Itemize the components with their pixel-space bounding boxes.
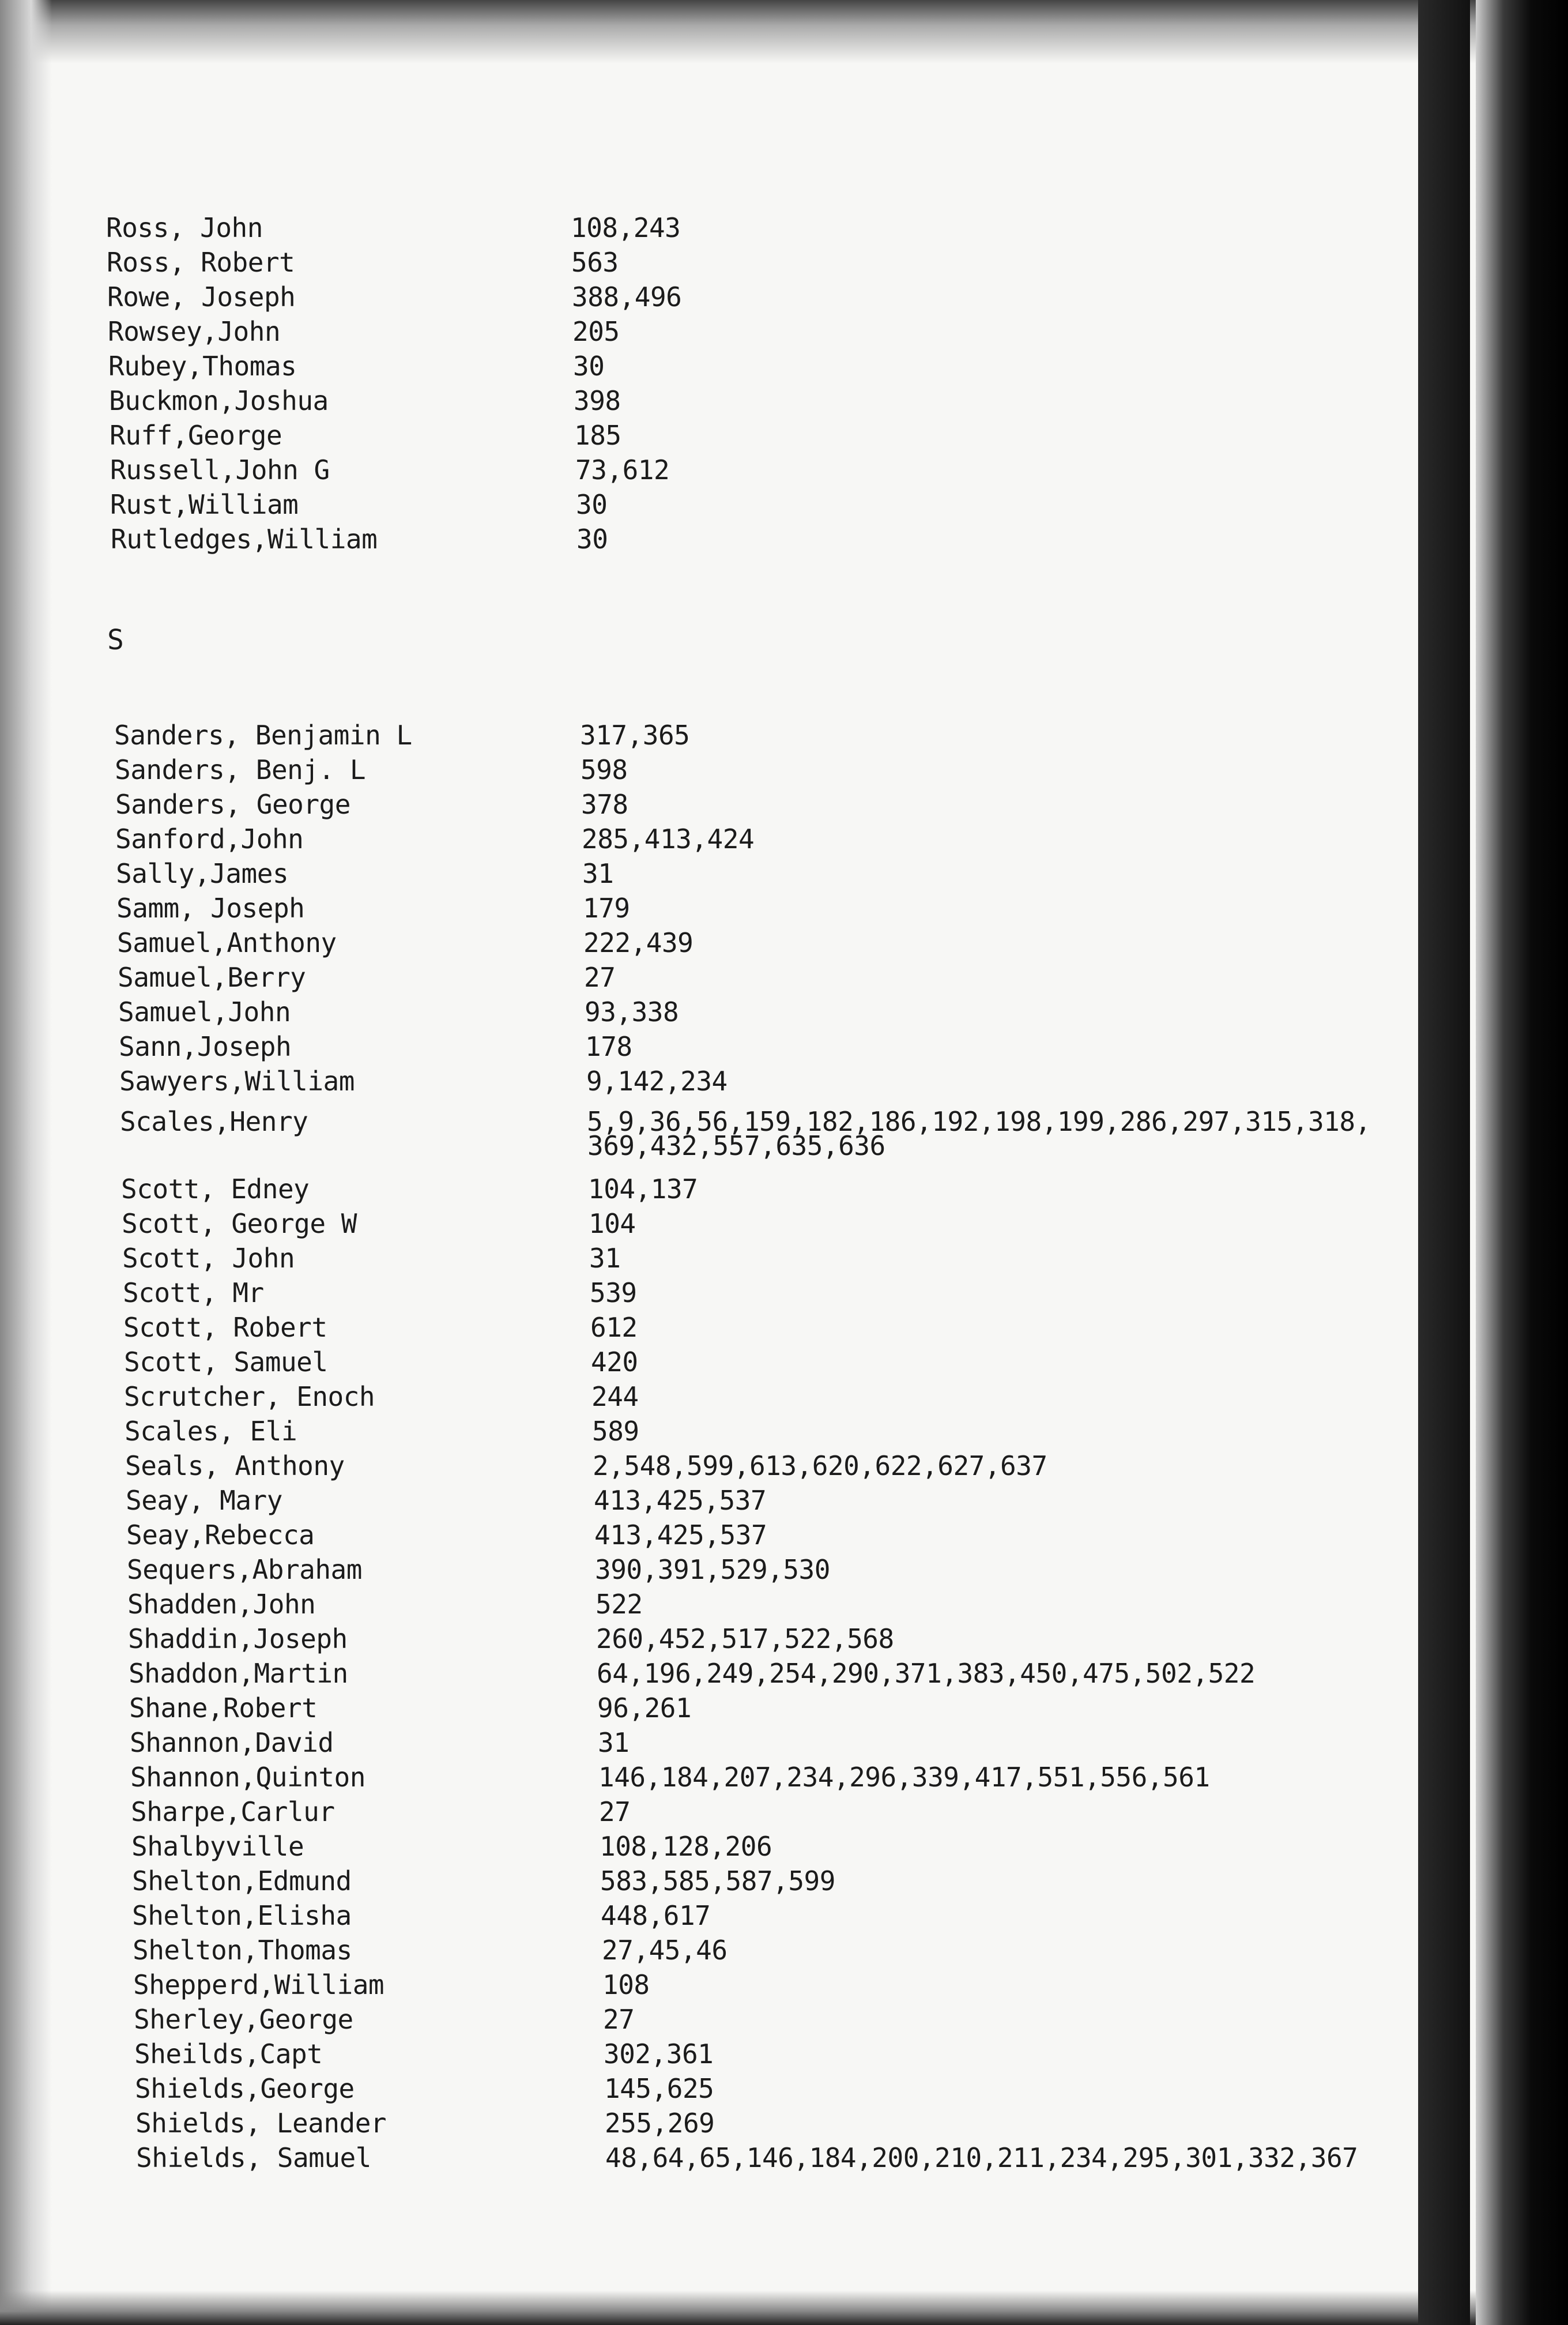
entry-name: Shannon,Quinton (130, 1762, 365, 1793)
entry-page-numbers: 390,391,529,530 (595, 1554, 830, 1585)
entry-name: Seay,Rebecca (126, 1519, 315, 1551)
entry-name: Russell,John G (110, 454, 330, 486)
entry-name: Shaddon,Martin (129, 1658, 348, 1689)
entry-name: Shadden,John (127, 1589, 316, 1620)
index-entry (0, 1207, 1326, 1240)
entry-name: Sawyers,William (119, 1066, 355, 1097)
index-entry (0, 2142, 1358, 2174)
entry-page-numbers: 583,585,587,599 (600, 1865, 835, 1897)
entry-page-numbers: 64,196,249,254,290,371,383,450,475,502,522 (597, 1658, 1256, 1689)
entry-page-numbers: 27,45,46 (602, 1935, 728, 1966)
entry-page-numbers: 522 (595, 1589, 643, 1620)
entry-page-numbers: 108,128,206 (600, 1831, 772, 1862)
index-entry (0, 2107, 1326, 2139)
index-entry (0, 892, 1326, 924)
entry-name: Rust,William (110, 489, 299, 520)
entry-name: Shields, Leander (135, 2108, 387, 2139)
entry-page-numbers: 255,269 (605, 2108, 715, 2139)
entry-page-numbers: 413,425,537 (594, 1485, 767, 1516)
entry-name: Sally,James (116, 858, 289, 889)
entry-page-numbers: 260,452,517,522,568 (596, 1623, 894, 1654)
index-entry (0, 2072, 1326, 2105)
entry-name: Sann,Joseph (119, 1031, 292, 1062)
entry-page-numbers: 93,338 (585, 996, 679, 1028)
entry-name: Sequers,Abraham (127, 1554, 362, 1585)
entry-page-numbers: 5,9,36,56,159,182,186,192,198,199,286,297,315,318, (587, 1106, 1371, 1137)
entry-page-numbers: 589 (592, 1416, 639, 1447)
entry-name: Scales,Henry (120, 1106, 308, 1137)
entry-page-numbers: 31 (589, 1243, 621, 1274)
entry-page-numbers: 178 (585, 1031, 632, 1062)
index-entry (0, 419, 1326, 452)
entry-page-numbers: 108,243 (571, 212, 681, 243)
entry-name: Ross, Robert (107, 247, 295, 278)
entry-name: Sheilds,Capt (134, 2038, 323, 2070)
index-entry (0, 385, 1326, 417)
index-entry (0, 454, 1326, 486)
index-entry (0, 1969, 1326, 2001)
entry-name: Shalbyville (131, 1831, 304, 1862)
section-letter-heading: S (107, 624, 124, 656)
index-entry (0, 1899, 1326, 1932)
entry-page-numbers: 179 (583, 893, 630, 924)
index-entry (0, 350, 1326, 382)
entry-name: Shannon,David (130, 1727, 334, 1758)
entry-name: Sharpe,Carlur (131, 1796, 335, 1827)
index-entry (0, 1030, 1326, 1063)
entry-page-numbers: 30 (576, 524, 608, 555)
entry-page-numbers: 104,137 (588, 1173, 698, 1205)
index-entry (0, 315, 1326, 348)
entry-page-numbers: 31 (582, 858, 614, 889)
entry-page-numbers: 612 (590, 1312, 638, 1343)
index-entry (0, 1415, 1326, 1447)
entry-name: Sanders, George (115, 789, 350, 820)
entry-name: Shaddin,Joseph (128, 1623, 348, 1654)
entry-name: Samm, Joseph (116, 893, 305, 924)
index-entry (0, 246, 1326, 279)
entry-name: Scott, Edney (121, 1173, 310, 1205)
index-entry (0, 1484, 1326, 1517)
entry-page-numbers: 27 (603, 2004, 635, 2035)
entry-page-numbers: 598 (581, 754, 628, 785)
entry-page-numbers: 222,439 (583, 927, 693, 958)
entry-name: Scrutcher, Enoch (124, 1381, 375, 1412)
index-entry (0, 1346, 1326, 1378)
index-entry (0, 1380, 1326, 1413)
scan-shadow-bottom (0, 2290, 1568, 2325)
entry-page-numbers: 563 (571, 247, 619, 278)
entry-page-numbers: 539 (590, 1277, 637, 1308)
entry-page-numbers: 285,413,424 (582, 823, 755, 855)
entry-name: Ross, John (106, 212, 263, 243)
entry-name: Samuel,Berry (118, 962, 306, 993)
entry-name: Shelton,Elisha (132, 1900, 352, 1931)
entry-name: Sanford,John (115, 823, 304, 855)
index-entry (0, 961, 1326, 994)
entry-page-numbers: 420 (591, 1346, 638, 1378)
entry-page-numbers: 30 (573, 351, 605, 382)
entry-page-numbers: 302,361 (604, 2038, 714, 2070)
entry-page-numbers: 48,64,65,146,184,200,210,211,234,295,301,332,367 (605, 2142, 1358, 2173)
index-entry (0, 1065, 1326, 1097)
index-entry (0, 788, 1326, 821)
index-entry (0, 1450, 1326, 1482)
entry-page-numbers: 146,184,207,234,296,339,417,551,556,561 (598, 1762, 1210, 1793)
entry-name: Shane,Robert (129, 1692, 318, 1724)
index-entry (0, 927, 1326, 959)
entry-page-numbers: 27 (599, 1796, 631, 1827)
index-entry (0, 212, 1326, 244)
index-entry (0, 2038, 1326, 2070)
index-entry (0, 1726, 1326, 1759)
entry-name: Shelton,Edmund (132, 1865, 352, 1897)
entry-page-numbers: 108 (602, 1969, 650, 2000)
entry-name: Scott, Robert (123, 1312, 327, 1343)
entry-name: Rubey,Thomas (108, 351, 297, 382)
entry-page-numbers: 205 (572, 316, 620, 347)
index-entry (0, 1623, 1326, 1655)
entry-page-numbers: 317,365 (580, 720, 690, 751)
entry-page-numbers: 31 (598, 1727, 630, 1758)
entry-page-numbers: 244 (591, 1381, 639, 1412)
entry-page-numbers: 2,548,599,613,620,622,627,637 (593, 1450, 1047, 1481)
entry-name: Sherley,George (134, 2004, 353, 2035)
scan-shadow-right (1476, 0, 1568, 2325)
entry-name: Scott, George W (122, 1208, 357, 1239)
entry-page-numbers: 9,142,234 (586, 1066, 728, 1097)
index-entry (0, 523, 1326, 555)
index-entry (0, 1865, 1326, 1897)
entry-page-numbers: 413,425,537 (594, 1519, 767, 1551)
entry-page-numbers: 448,617 (601, 1900, 711, 1931)
entry-name: Sanders, Benjamin L (114, 720, 412, 751)
index-entry (0, 1173, 1326, 1205)
entry-name: Samuel,John (118, 996, 291, 1028)
entry-name: Shields, Samuel (136, 2142, 371, 2173)
entry-name: Samuel,Anthony (117, 927, 337, 958)
index-entry (0, 1588, 1326, 1620)
index-entry (0, 488, 1326, 521)
entry-page-numbers: 96,261 (597, 1692, 692, 1724)
entry-page-numbers: 398 (574, 385, 621, 416)
entry-name: Shields,George (135, 2073, 355, 2104)
entry-page-numbers: 388,496 (572, 281, 682, 313)
binding-edge (1418, 0, 1470, 2325)
entry-name: Rowsey,John (108, 316, 281, 347)
entry-page-numbers: 369,432,557,635,636 (587, 1130, 885, 1161)
index-entry (0, 1277, 1326, 1309)
entry-page-numbers: 73,612 (575, 454, 670, 486)
entry-name: Shepperd,William (133, 1969, 385, 2000)
index-entry (0, 823, 1326, 855)
entry-page-numbers: 104 (589, 1208, 636, 1239)
index-entry (0, 719, 1326, 751)
index-entry (0, 1761, 1326, 1793)
index-entry (0, 1657, 1326, 1690)
index-entry (0, 1311, 1326, 1344)
entry-page-numbers: 185 (574, 420, 621, 451)
scan-shadow-top (0, 0, 1568, 63)
entry-name: Scott, John (122, 1243, 295, 1274)
entry-name: Rutledges,William (111, 524, 378, 555)
entry-name: Ruff,George (110, 420, 282, 451)
entry-page-numbers: 378 (581, 789, 628, 820)
entry-name: Scales, Eli (125, 1416, 297, 1447)
entry-page-numbers: 27 (584, 962, 616, 993)
index-entry (0, 1519, 1326, 1551)
index-entry (0, 857, 1326, 890)
index-entry (0, 996, 1326, 1028)
entry-name: Scott, Mr (123, 1277, 264, 1308)
index-entry (0, 1692, 1326, 1724)
index-entry (0, 1934, 1326, 1966)
index-entry (0, 2003, 1326, 2036)
entry-name: Sanders, Benj. L (115, 754, 366, 785)
entry-name: Shelton,Thomas (133, 1935, 352, 1966)
entry-page-numbers: 30 (576, 489, 608, 520)
index-entry (0, 1242, 1326, 1274)
index-entry (0, 1130, 1326, 1162)
index-entry (0, 1553, 1326, 1586)
entry-page-numbers: 145,625 (604, 2073, 714, 2104)
entry-name: Buckmon,Joshua (109, 385, 329, 416)
index-entry (0, 754, 1326, 786)
entry-name: Rowe, Joseph (107, 281, 296, 313)
entry-name: Scott, Samuel (124, 1346, 328, 1378)
entry-name: Seay, Mary (126, 1485, 282, 1516)
index-entry (0, 1796, 1326, 1828)
entry-name: Seals, Anthony (125, 1450, 345, 1481)
index-entry (0, 1830, 1326, 1863)
index-entry (0, 281, 1326, 313)
